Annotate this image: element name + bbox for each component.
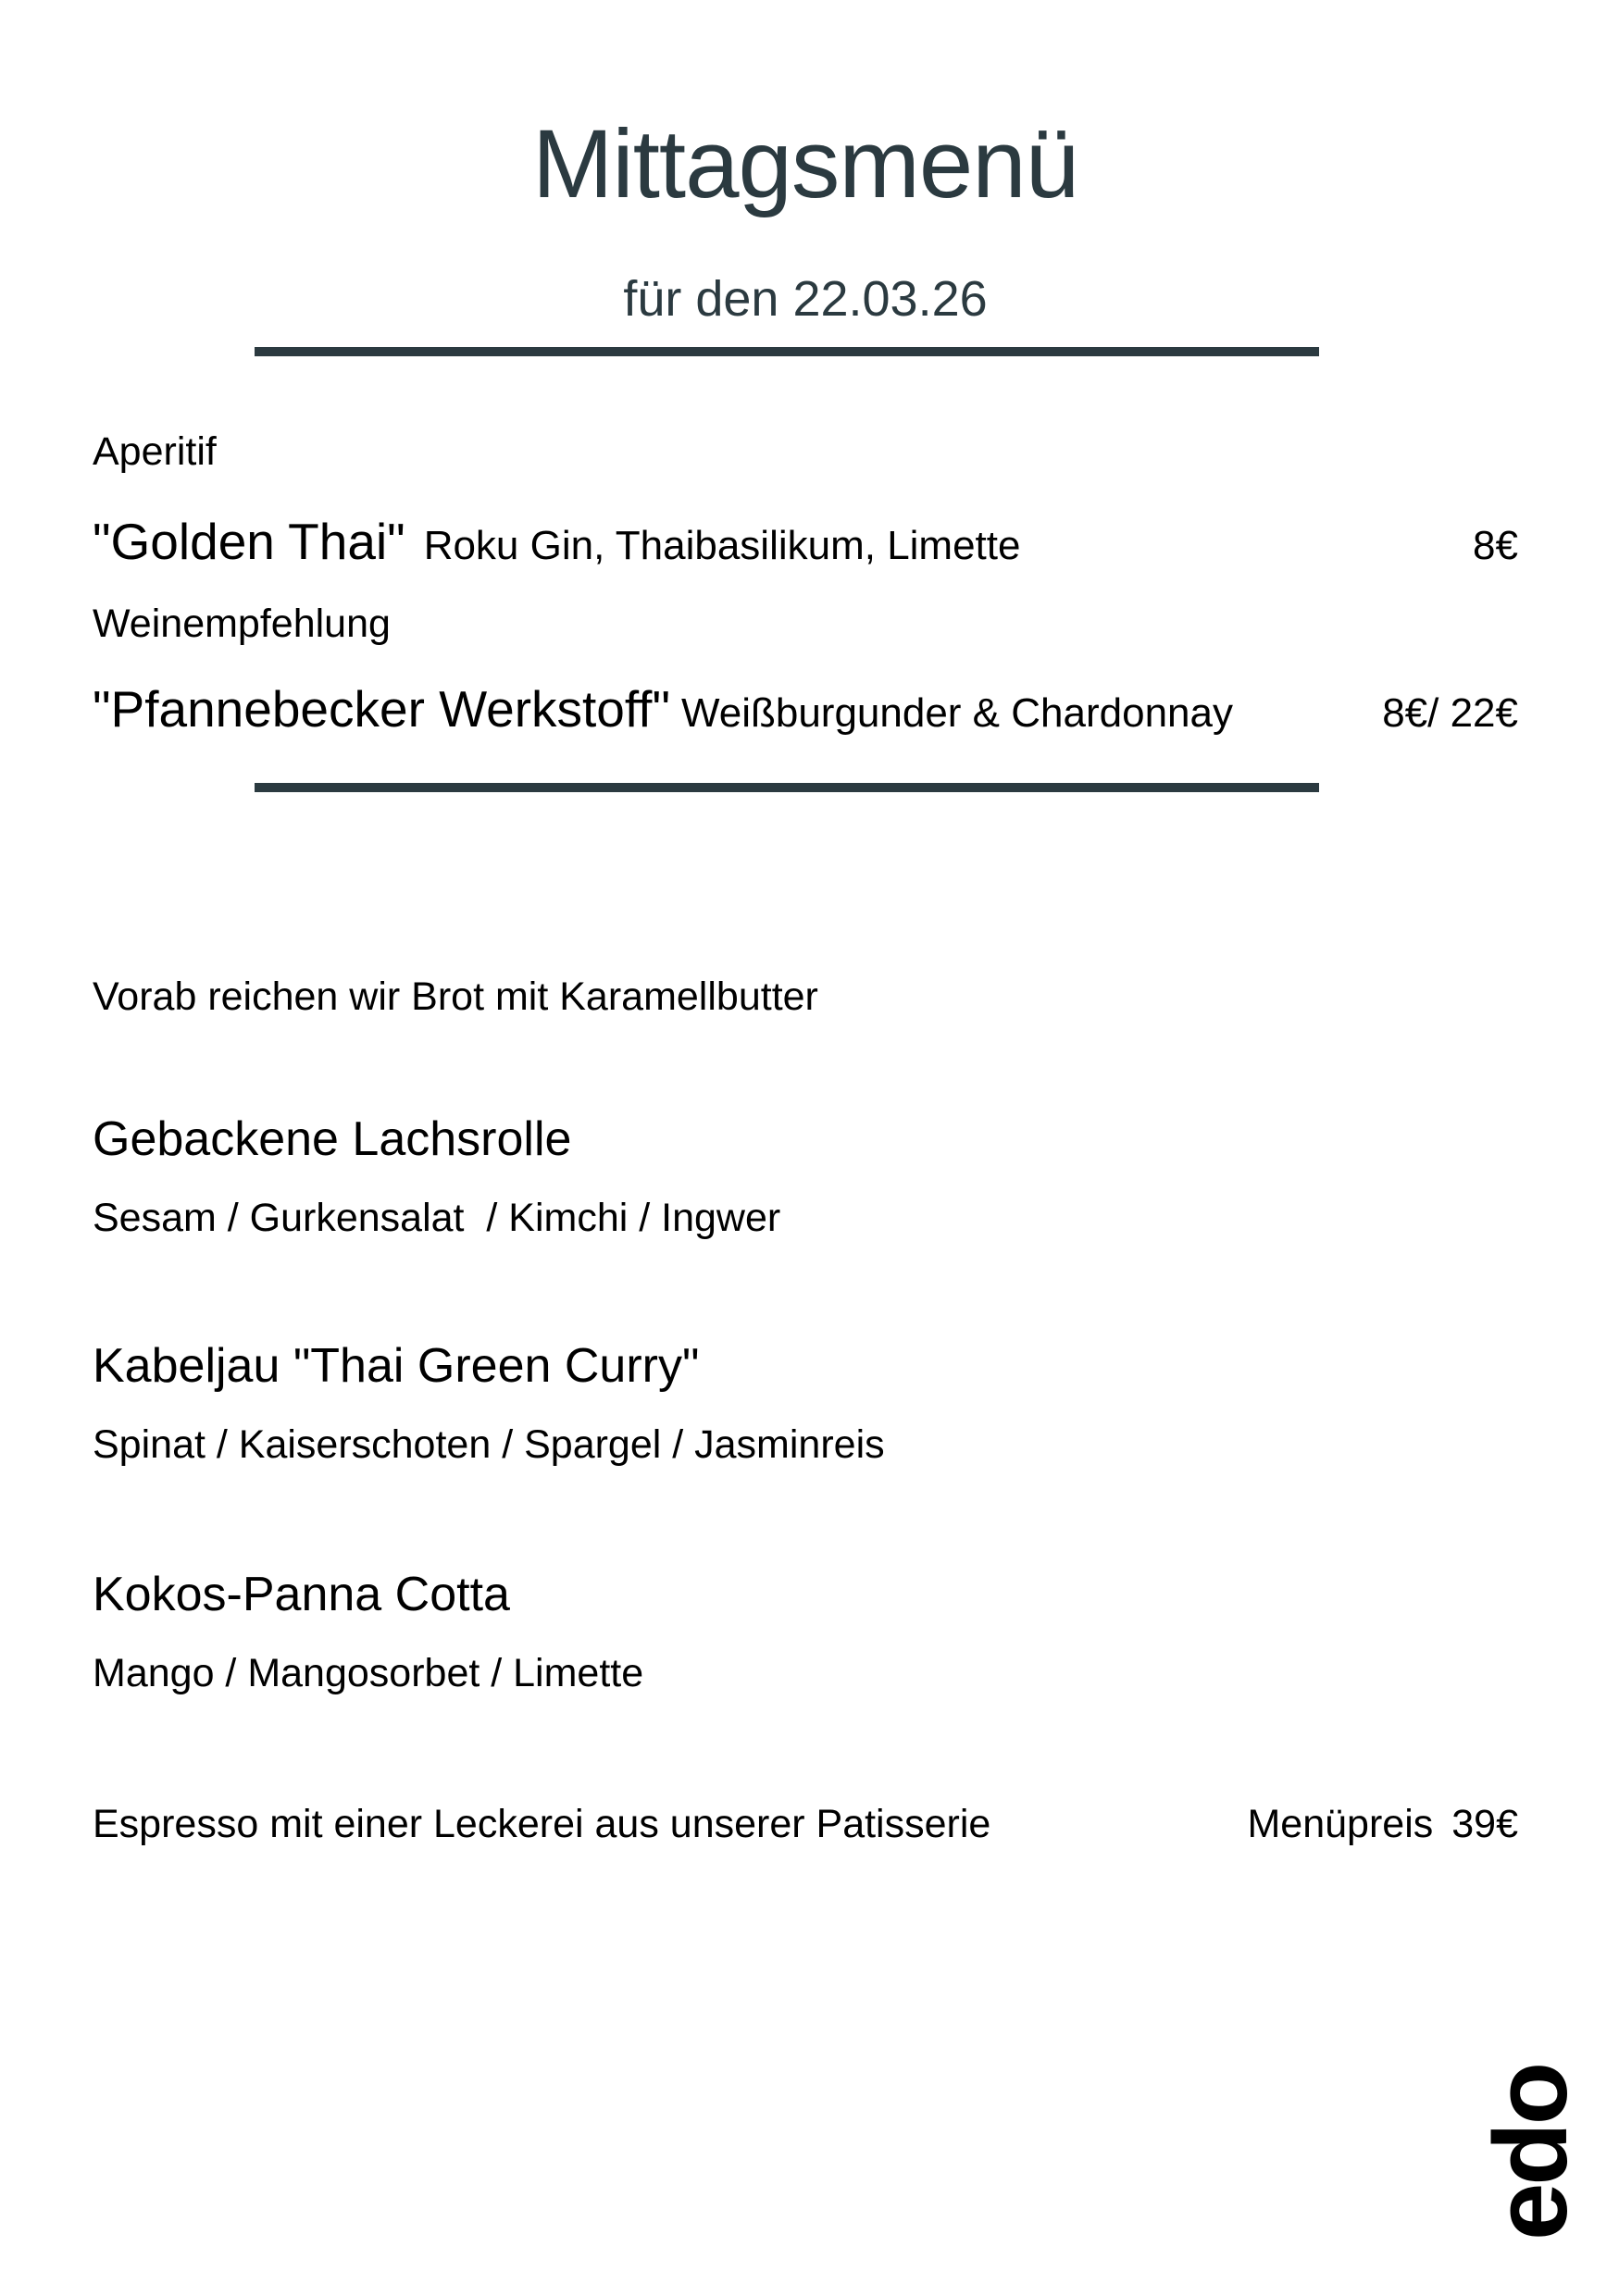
course-dessert bbox=[93, 1566, 1518, 1698]
aperitif-item-description: Roku Gin, Thaibasilikum, Limette bbox=[423, 522, 1021, 568]
wine-item-row bbox=[93, 678, 1518, 739]
closing-row bbox=[93, 1801, 1518, 1849]
aperitif-section bbox=[93, 428, 1518, 739]
course-ingredients: Mango / Mangosorbet / Limette bbox=[93, 1651, 644, 1696]
course-ingredients: Spinat / Kaiserschoten / Spargel / Jasminreis bbox=[93, 1422, 885, 1468]
courses-section bbox=[93, 974, 1518, 1848]
aperitif-item-name: "Golden Thai" bbox=[93, 512, 405, 570]
wine-item-description: Weißburgunder & Chardonnay bbox=[681, 690, 1233, 737]
menu-price bbox=[1247, 1801, 1518, 1849]
wine-recommendation-label: Weinempfehlung bbox=[93, 601, 391, 646]
espresso-note: Espresso mit einer Leckerei aus unserer Patisserie bbox=[93, 1801, 991, 1846]
bread-note: Vorab reichen wir Brot mit Karamellbutter bbox=[93, 974, 818, 1020]
divider-top bbox=[255, 347, 1319, 356]
wine-item-name: "Pfannebecker Werkstoff" bbox=[93, 680, 670, 738]
course-title: Kokos-Panna Cotta bbox=[93, 1567, 510, 1621]
page-title: Mittagsmenü bbox=[531, 110, 1079, 218]
aperitif-item-price: 8€ bbox=[1473, 522, 1518, 568]
course-ingredients: Sesam / Gurkensalat / Kimchi / Ingwer bbox=[93, 1196, 781, 1241]
divider-bottom bbox=[255, 783, 1319, 792]
course-title: Gebackene Lachsrolle bbox=[93, 1111, 572, 1166]
menu-price-value: 39€ bbox=[1451, 1801, 1518, 1846]
course-title: Kabeljau "Thai Green Curry" bbox=[93, 1338, 700, 1393]
menu-header bbox=[93, 0, 1518, 327]
aperitif-label: Aperitif bbox=[93, 429, 217, 474]
course-main bbox=[93, 1337, 1518, 1470]
edo-logo: edo bbox=[1473, 2064, 1588, 2240]
aperitif-item-row bbox=[93, 511, 1518, 572]
wine-item-price: 8€/ 22€ bbox=[1382, 690, 1518, 737]
course-starter bbox=[93, 1111, 1518, 1243]
menu-price-label: Menüpreis bbox=[1247, 1801, 1434, 1846]
menu-date: für den 22.03.26 bbox=[623, 271, 988, 327]
